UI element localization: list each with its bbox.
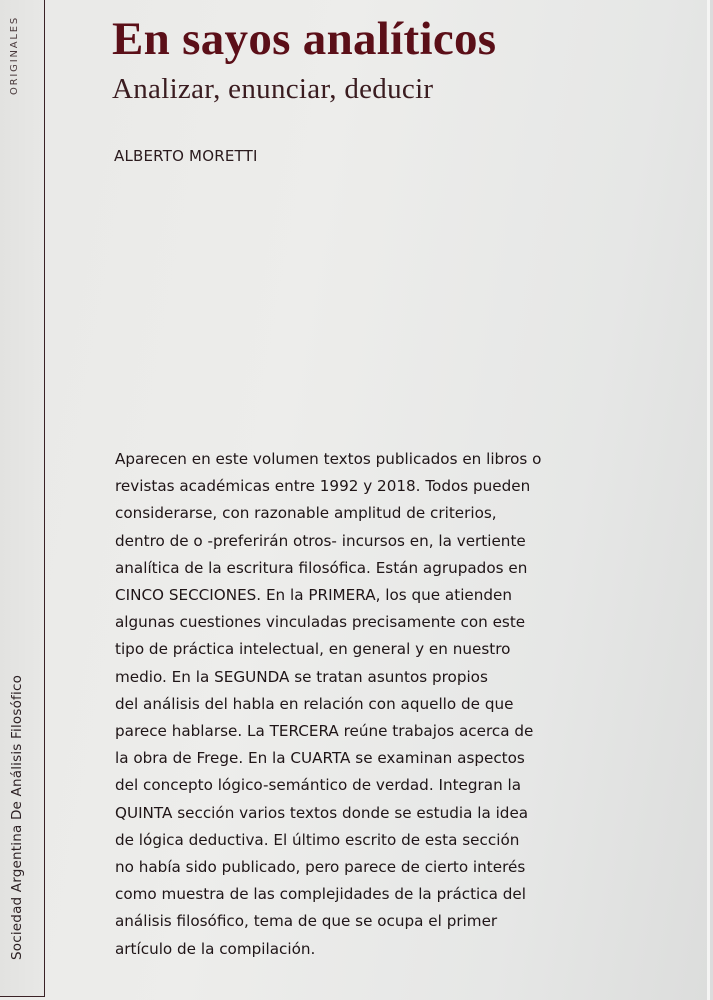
book-subtitle: Analizar, enunciar, deducir [112, 73, 434, 105]
blurb-line: la obra de Frege. En la CUARTA se examinan aspectos [115, 749, 525, 768]
blurb-line: CINCO SECCIONES. En la PRIMERA, los que atienden [115, 586, 512, 605]
blurb-line: del análisis del habla en relación con aquello de que [115, 694, 514, 713]
blurb-line: algunas cuestiones vinculadas precisamente con este [115, 613, 526, 632]
publisher-label: Sociedad Argentina De Análisis Filosófico [9, 674, 25, 960]
blurb-line: QUINTA sección varios textos donde se estudia la idea [115, 803, 529, 822]
spine-strip [0, 0, 45, 997]
page-edge [707, 0, 710, 1000]
blurb-line: tipo de práctica intelectual, en general y en nuestro [115, 640, 511, 659]
blurb-line: del concepto lógico-semántico de verdad. Integran la [115, 776, 522, 795]
blurb-line: Aparecen en este volumen textos publicados en libros o [115, 450, 542, 468]
blurb-line: considerarse, con razonable amplitud de criterios, [115, 504, 497, 523]
blurb-line: analítica de la escritura filosófica. Están agrupados en [115, 558, 528, 577]
blurb-line: análisis filosófico, tema de que se ocupa el primer [115, 912, 498, 931]
blurb-line: dentro de o -preferirán otros- incursos en, la vertiente [115, 531, 526, 550]
blurb-text [115, 446, 595, 963]
blurb-line: de lógica deductiva. El último escrito de esta sección [115, 830, 520, 849]
blurb-line: no había sido publicado, pero parece de cierto interés [115, 858, 526, 877]
blurb-line: como muestra de las complejidades de la práctica del [115, 885, 526, 904]
blurb-line: artículo de la compilación. [115, 939, 316, 958]
blurb-line: parece hablarse. La TERCERA reúne trabajos acerca de [115, 722, 534, 741]
blurb-line: revistas académicas entre 1992 y 2018. Todos pueden [115, 477, 531, 496]
book-title: En sayos analíticos [112, 13, 497, 65]
blurb-line: medio. En la SEGUNDA se tratan asuntos propios [115, 667, 488, 686]
author-name: ALBERTO MORETTI [114, 147, 258, 165]
series-label: ORIGINALES [9, 15, 20, 95]
